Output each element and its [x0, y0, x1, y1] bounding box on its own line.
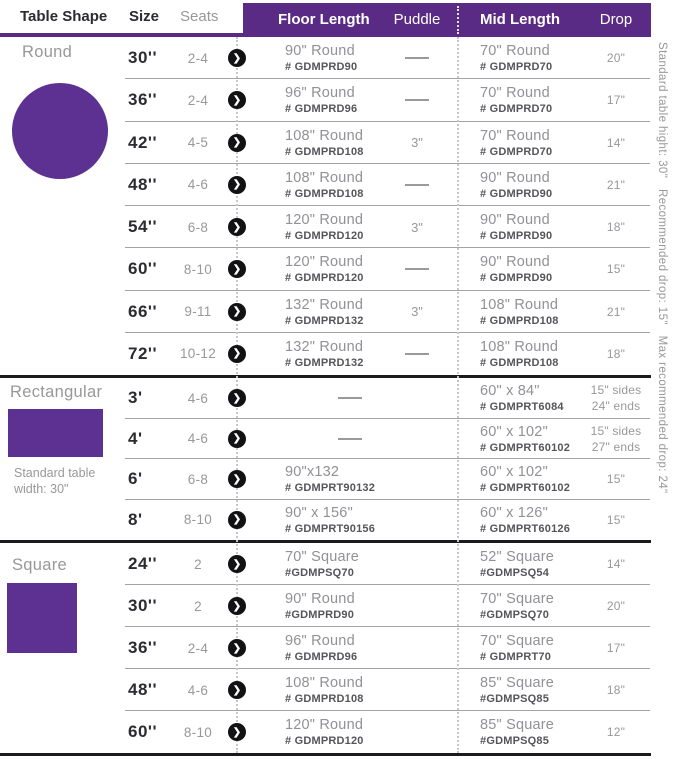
size-cell: 42'' [128, 132, 157, 152]
floor-sku: # GDMPRD90 [285, 61, 358, 74]
no-floor-length-dash [243, 419, 457, 460]
mid-sku: #GDMPSQ54 [480, 567, 550, 579]
mid-length-value: 70" Round [480, 127, 550, 144]
floor-sku: # GDMPRD108 [285, 693, 364, 705]
mid-length-cell [480, 206, 600, 248]
col-header-size: Size [129, 8, 160, 25]
floor-length-value: 90" Round [285, 43, 355, 60]
mid-length-cell [480, 37, 600, 79]
rows-container [0, 378, 679, 540]
mid-length-cell [480, 711, 600, 753]
row-arrow-icon: ❯ [228, 176, 246, 194]
dash-glyph [338, 397, 362, 399]
floor-length-value: 90"x132 [285, 464, 340, 481]
floor-sku: # GDMPRD96 [285, 651, 358, 663]
size-cell: 4' [128, 428, 143, 448]
mid-length-cell [480, 248, 600, 290]
purple-header-band [243, 3, 651, 37]
floor-length-value: 132" Round [285, 338, 364, 355]
floor-sku: # GDMPRD108 [285, 145, 364, 158]
table-row [0, 459, 679, 500]
floor-sku: # GDMPRD108 [285, 187, 364, 200]
drop-cell: 17" [606, 93, 626, 108]
section-round [0, 37, 679, 375]
table-row [0, 627, 679, 669]
mid-length-value: 85" Square [480, 717, 555, 733]
drop-cell: 18" [606, 346, 626, 361]
col-header-floor-length: Floor Length [278, 11, 370, 28]
seats-cell: 8-10 [183, 512, 213, 528]
puddle-cell [385, 333, 449, 375]
mid-sku: # GDMPRT60102 [480, 441, 571, 454]
rows-container [0, 543, 679, 753]
floor-sku: #GDMPSQ70 [285, 567, 355, 579]
puddle-cell [385, 164, 449, 206]
mid-length-cell [480, 419, 600, 460]
floor-length-cell [285, 459, 415, 500]
seats-cell: 4-5 [187, 135, 209, 151]
mid-length-cell [480, 669, 600, 711]
drop-cell: 21" [606, 177, 626, 192]
size-cell: 6' [128, 469, 143, 489]
drop-cell: 15" [606, 472, 626, 487]
table-row [0, 500, 679, 541]
mid-length-cell [480, 500, 600, 541]
size-cell: 30'' [128, 596, 157, 615]
floor-sku: # GDMPRD120 [285, 735, 364, 747]
mid-length-value: 52" Square [480, 549, 555, 565]
mid-length-value: 90" Round [480, 169, 550, 186]
size-cell: 60'' [128, 722, 157, 741]
drop-cell: 14" [606, 557, 626, 571]
floor-sku: # GDMPRT90132 [285, 482, 376, 495]
floor-length-cell [285, 711, 415, 753]
floor-length-value: 108" Round [285, 169, 364, 186]
shape-label: Rectangular [10, 383, 103, 401]
mid-sku: # GDMPRT60102 [480, 482, 571, 495]
size-cell: 48'' [128, 680, 157, 699]
drop-cell: 14" [606, 135, 626, 150]
seats-cell: 6-8 [187, 219, 209, 235]
mid-sku: #GDMPSQ85 [480, 693, 550, 705]
drop-cell: 17" [606, 641, 626, 655]
mid-sku: #GDMPSQ85 [480, 735, 550, 747]
table-row [0, 543, 679, 585]
no-puddle-dash [405, 99, 429, 101]
mid-length-value: 60" x 102" [480, 423, 548, 440]
mid-sku: #GDMPSQ70 [480, 609, 550, 621]
floor-length-value: 132" Round [285, 296, 364, 313]
size-cell: 60'' [128, 259, 157, 279]
table-row [0, 711, 679, 753]
no-floor-length-dash [243, 378, 457, 419]
floor-sku: # GDMPRD120 [285, 230, 364, 243]
mid-length-value: 60" x 84" [480, 383, 540, 400]
row-arrow-icon: ❯ [228, 430, 246, 448]
drop-cell: 18" [606, 220, 626, 235]
size-cell: 36'' [128, 638, 157, 657]
floor-length-value: 120" Round [285, 717, 364, 733]
size-cell: 72'' [128, 343, 157, 363]
floor-length-value: 96" Round [285, 85, 355, 102]
seats-cell: 2-4 [187, 92, 209, 108]
mid-length-value: 90" Round [480, 212, 550, 229]
floor-sku: # GDMPRT90156 [285, 522, 376, 535]
drop-cell: 20" [606, 599, 626, 613]
mid-sku: # GDMPRD70 [480, 103, 553, 116]
row-arrow-icon: ❯ [228, 639, 246, 657]
size-cell: 66'' [128, 301, 157, 321]
floor-length-cell [285, 543, 415, 585]
header-dotted-divider [457, 6, 459, 34]
floor-length-value: 120" Round [285, 212, 364, 229]
mid-length-cell [480, 333, 600, 375]
seats-cell: 2 [194, 598, 202, 614]
seats-cell: 8-10 [183, 724, 213, 740]
mid-length-cell [480, 378, 600, 419]
seats-cell: 6-8 [187, 471, 209, 487]
row-arrow-icon: ❯ [228, 555, 246, 573]
seats-cell: 8-10 [183, 261, 213, 277]
puddle-cell: 3" [411, 304, 423, 320]
floor-length-value: 70" Square [285, 549, 360, 565]
table-row [0, 122, 679, 164]
row-arrow-icon: ❯ [228, 389, 246, 407]
seats-cell: 4-6 [187, 390, 209, 406]
drop-cell: 21" [606, 304, 626, 319]
seats-cell: 4-6 [187, 682, 209, 698]
mid-sku: # GDMPRT6084 [480, 401, 564, 414]
no-puddle-dash [405, 57, 429, 59]
table-row [0, 291, 679, 333]
no-puddle-dash [405, 268, 429, 270]
shape-label: Round [22, 43, 73, 61]
seats-cell: 2-4 [187, 50, 209, 66]
row-arrow-icon: ❯ [228, 511, 246, 529]
seats-cell: 9-11 [184, 304, 212, 320]
row-arrow-icon: ❯ [228, 218, 246, 236]
floor-sku: # GDMPRD132 [285, 314, 364, 327]
rows-container [0, 37, 679, 375]
mid-length-cell [480, 291, 600, 333]
mid-sku: # GDMPRD108 [480, 314, 559, 327]
mid-length-cell [480, 164, 600, 206]
mid-length-value: 85" Square [480, 675, 555, 691]
floor-length-value: 108" Round [285, 127, 364, 144]
puddle-cell: 3" [411, 219, 423, 235]
size-cell: 30'' [128, 48, 157, 68]
floor-length-value: 120" Round [285, 254, 364, 271]
shape-caption: Standard table width: 30" [14, 466, 96, 496]
mid-sku: # GDMPRT70 [480, 651, 552, 663]
table-row [0, 79, 679, 121]
table-row [0, 164, 679, 206]
drop-cell: 18" [606, 683, 626, 697]
drop-cell: 15" sides 24" ends [590, 383, 642, 414]
mid-length-value: 90" Round [480, 254, 550, 271]
col-header-drop: Drop [599, 11, 633, 28]
size-cell: 54'' [128, 217, 157, 237]
size-cell: 48'' [128, 174, 157, 194]
floor-length-cell [285, 500, 415, 541]
col-header-table-shape: Table Shape [20, 8, 108, 25]
seats-cell: 4-6 [187, 431, 209, 447]
drop-cell: 15" sides 27" ends [590, 423, 642, 454]
floor-sku: # GDMPRD96 [285, 103, 358, 116]
mid-length-cell [480, 79, 600, 121]
table-row [0, 419, 679, 460]
drop-cell: 12" [606, 725, 626, 739]
seats-cell: 10-12 [179, 346, 217, 362]
mid-length-value: 60" x 126" [480, 504, 548, 521]
drop-cell: 15" [606, 262, 626, 277]
floor-length-value: 108" Round [285, 675, 364, 691]
table-row [0, 37, 679, 79]
row-arrow-icon: ❯ [228, 470, 246, 488]
mid-length-value: 108" Round [480, 338, 559, 355]
mid-sku: # GDMPRD90 [480, 187, 553, 200]
seats-cell: 2 [194, 556, 202, 572]
floor-length-cell [285, 669, 415, 711]
no-puddle-dash [405, 353, 429, 355]
table-row [0, 585, 679, 627]
row-arrow-icon: ❯ [228, 49, 246, 67]
row-arrow-icon: ❯ [228, 303, 246, 321]
row-arrow-icon: ❯ [228, 91, 246, 109]
floor-length-value: 90" Round [285, 591, 355, 607]
floor-length-cell [285, 627, 415, 669]
no-puddle-dash [405, 184, 429, 186]
table-row [0, 206, 679, 248]
floor-length-cell [285, 585, 415, 627]
floor-length-value: 96" Round [285, 633, 355, 649]
drop-cell: 15" [606, 512, 626, 527]
col-header-seats: Seats [180, 8, 219, 25]
puddle-cell [385, 248, 449, 290]
dotted-divider-puddle-mid [457, 37, 459, 753]
row-arrow-icon: ❯ [228, 260, 246, 278]
mid-length-value: 70" Round [480, 43, 550, 60]
row-arrow-icon: ❯ [228, 345, 246, 363]
mid-length-cell [480, 459, 600, 500]
mid-length-value: 70" Square [480, 633, 555, 649]
seats-cell: 2-4 [187, 640, 209, 656]
mid-sku: # GDMPRT60126 [480, 522, 571, 535]
mid-length-cell [480, 122, 600, 164]
col-header-mid-length: Mid Length [480, 11, 560, 28]
drop-cell: 20" [606, 51, 626, 66]
row-arrow-icon: ❯ [228, 681, 246, 699]
mid-sku: # GDMPRD70 [480, 61, 553, 74]
shape-label: Square [12, 556, 68, 574]
size-cell: 24'' [128, 554, 157, 573]
row-arrow-icon: ❯ [228, 134, 246, 152]
size-cell: 8' [128, 509, 143, 529]
mid-length-value: 60" x 102" [480, 464, 548, 481]
section-square [0, 543, 679, 753]
col-header-puddle: Puddle [393, 11, 441, 28]
column-header-row [0, 0, 679, 37]
size-cell: 36'' [128, 90, 157, 110]
puddle-cell: 3" [411, 135, 423, 151]
table-row [0, 248, 679, 290]
dash-glyph [338, 438, 362, 440]
mid-sku: # GDMPRD108 [480, 356, 559, 369]
mid-length-cell [480, 585, 600, 627]
bottom-border [0, 753, 651, 756]
floor-length-value: 90" x 156" [285, 504, 353, 521]
table-row [0, 378, 679, 419]
table-row [0, 333, 679, 375]
floor-sku: # GDMPRD132 [285, 356, 364, 369]
size-cell: 3' [128, 388, 143, 408]
puddle-cell [385, 79, 449, 121]
mid-sku: # GDMPRD70 [480, 145, 553, 158]
mid-length-cell [480, 627, 600, 669]
mid-length-value: 70" Square [480, 591, 555, 607]
seats-cell: 4-6 [187, 177, 209, 193]
mid-length-value: 70" Round [480, 85, 550, 102]
mid-sku: # GDMPRD90 [480, 272, 553, 285]
mid-length-cell [480, 543, 600, 585]
row-arrow-icon: ❯ [228, 597, 246, 615]
floor-sku: # GDMPRD120 [285, 272, 364, 285]
table-body [0, 37, 679, 756]
section-rectangular [0, 378, 679, 540]
side-note-rotated: Standard table hight: 30" Recommended drop: 15" Max recommended drop: 24" [656, 42, 668, 494]
mid-sku: # GDMPRD90 [480, 230, 553, 243]
row-arrow-icon: ❯ [228, 723, 246, 741]
table-row [0, 669, 679, 711]
floor-sku: #GDMPRD90 [285, 609, 355, 621]
mid-length-value: 108" Round [480, 296, 559, 313]
puddle-cell [385, 37, 449, 79]
